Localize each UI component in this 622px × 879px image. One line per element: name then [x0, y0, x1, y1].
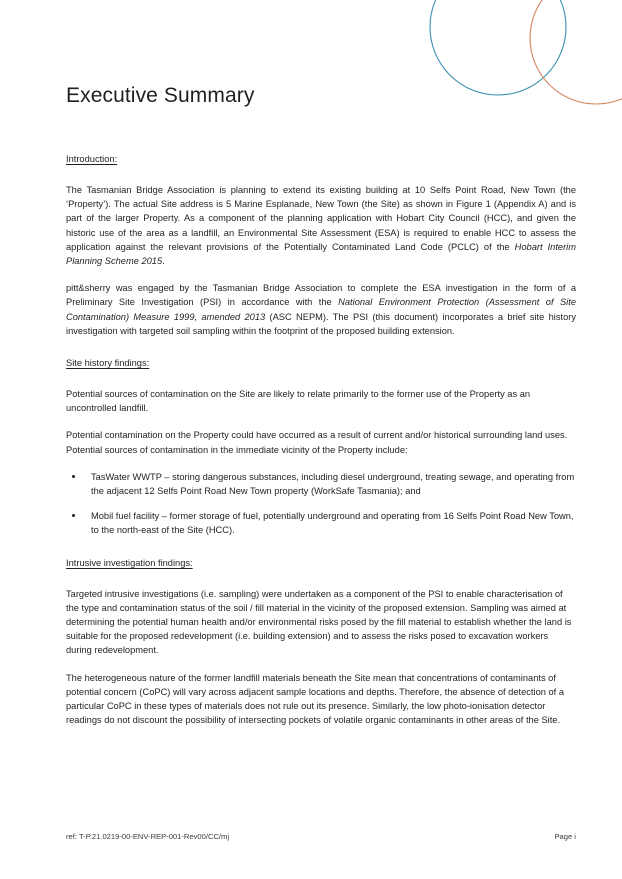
text-run: The heterogeneous nature of the former landfill materials beneath the Site mean that concentrations of contaminants of potential concern (CoPC) will vary across adjacent sample locations and depths. Therefore, the absence of detection of a particular CoPC in these types of materials does not rule out its presence. Similarly, the low photo-ionisation detector readings do not discount the possibility of intersecting pockets of volatile organic contaminants in other areas of the Site.	[66, 672, 565, 726]
bullet-dot-icon	[72, 475, 75, 478]
text-run-italic: Hobart Interim Planning Scheme 2015	[66, 241, 576, 267]
paragraph	[66, 671, 576, 728]
section-heading: Intrusive investigation findings:	[66, 557, 193, 568]
text-run: (ASC NEPM). The PSI (this document) incorporates a brief site history investigation with targeted soil sampling within the footprint of the proposed building extension.	[66, 311, 576, 336]
paragraph	[66, 587, 576, 658]
section-heading: Introduction:	[66, 154, 118, 164]
section-intrusive-investigation-findings	[66, 558, 576, 728]
page-title: Executive Summary	[66, 84, 255, 107]
list-item-label: TasWater WWTP – storing dangerous substances, including diesel underground, treating sewage, and operating from the adjacent 12 Selfs Point Road New Town property (WorkSafe Tasmania); and	[91, 471, 575, 497]
paragraph	[66, 183, 576, 268]
text-run: Potential contamination on the Property could have occurred as a result of current and/or historical surrounding land uses. Potential sources of contamination in the immediate vicinity of the Property include:	[66, 430, 568, 455]
text-run: Potential sources of contamination on the Site are likely to relate primarily to the former use of the Property as an uncontrolled landfill.	[66, 389, 531, 414]
list-item	[66, 470, 576, 498]
text-run: The Tasmanian Bridge Association is planning to extend its existing building at 10 Selfs Point Road, New Town (the ‘Property’). The actual Site address is 5 Marine Esplanade, New Town (the Site) as shown in Figure 1 (Appendix A) and is part of the larger Property. As a component of the planning application with Hobart City Council (HCC), and given the historic use of the area as a landfill, an Environmental Site Assessment (ESA) is required to enable HCC to assess the application against the relevant provisions of the Potentially Contaminated Land Code (PCLC) of the	[66, 185, 576, 252]
bullet-dot-icon	[72, 514, 75, 517]
paragraph	[66, 281, 576, 338]
text-run: pitt&sherry was engaged by the Tasmanian Bridge Association to complete the ESA investigation in the form of a Preliminary Site Investigation (PSI) in accordance with the	[66, 283, 576, 308]
list-item	[66, 509, 576, 537]
document-body	[66, 0, 576, 727]
footer-page-number: Page i	[554, 832, 576, 841]
section-introduction	[66, 154, 576, 338]
section-site-history-findings	[66, 358, 576, 538]
paragraph	[66, 428, 576, 456]
paragraph	[66, 387, 576, 415]
page-footer	[66, 832, 576, 841]
text-run-italic: National Environment Protection (Assessment of Site Contamination) Measure 1999, amended 2013	[66, 297, 577, 322]
section-heading: Site history findings:	[66, 358, 150, 369]
footer-reference: ref: T-P.21.0219-00-ENV-REP-001-Rev00/CC/mj	[66, 832, 230, 841]
list-item-label: Mobil fuel facility – former storage of fuel, potentially underground and operating from 16 Selfs Point Road New Town, to the north-east of the Site (HCC).	[91, 511, 574, 536]
text-run: .	[162, 256, 165, 267]
text-run: Targeted intrusive investigations (i.e. sampling) were undertaken as a component of the PSI to enable characterisation of the type and contamination status of the soil / fill material in the vicinity of the proposed extension. Sampling was aimed at determining the potential human health and/or environmental risks posed by the fill material to establish whether the land is suitable for the proposed redevelopment (i.e. building extension) and to assess the risks posed to excavation workers during redevelopment.	[66, 588, 572, 656]
bullet-list	[66, 470, 576, 538]
